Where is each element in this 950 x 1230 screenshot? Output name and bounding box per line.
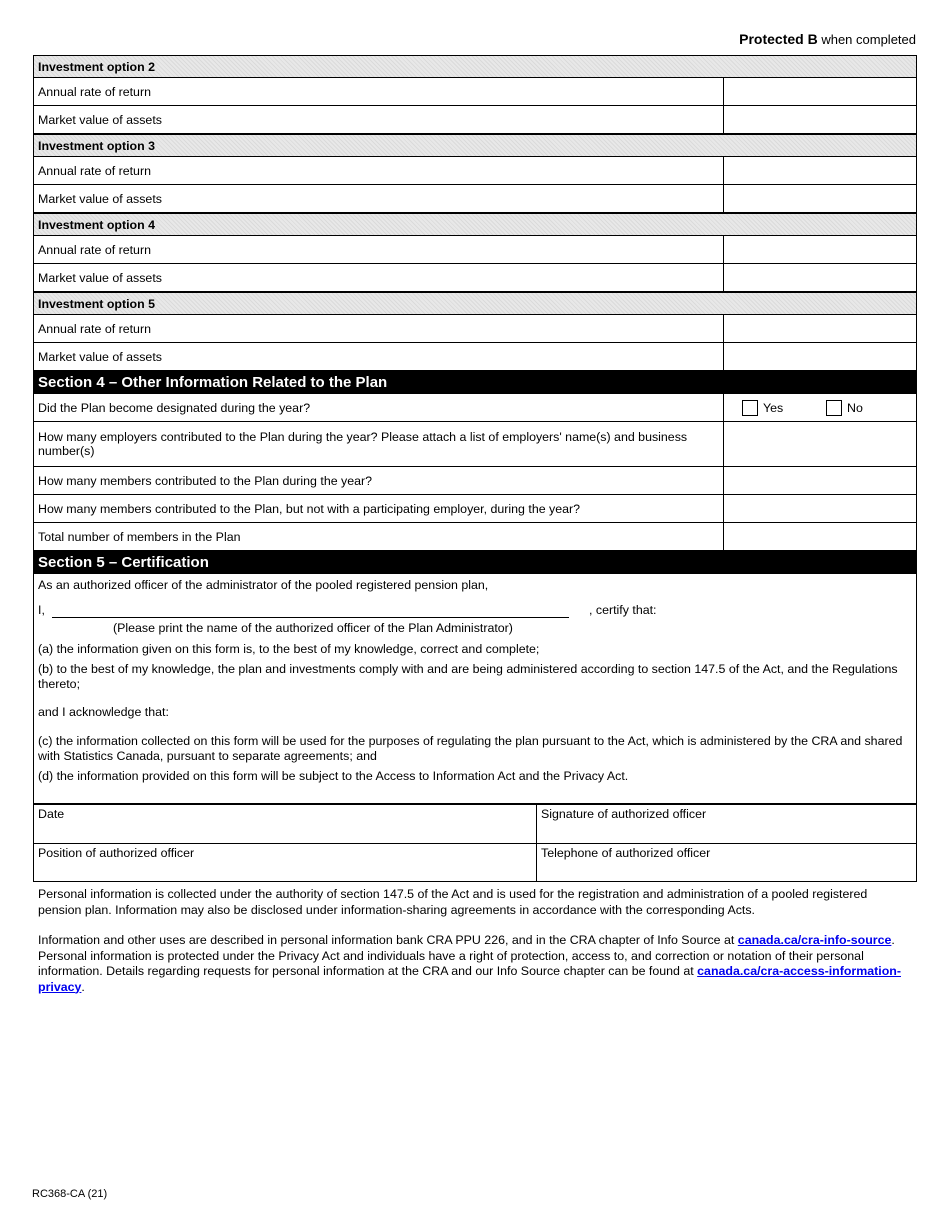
annual-rate-field-5[interactable] (723, 315, 916, 342)
investment-option-3-header: Investment option 3 (33, 134, 917, 157)
annual-rate-field-2[interactable] (723, 78, 916, 105)
members-nonparticipating-question: How many members contributed to the Plan, but not with a participating employer, during the year? (38, 501, 581, 516)
row-label: Annual rate of return (38, 242, 151, 257)
privacy-paragraph-2 (38, 933, 908, 995)
access-privacy-link[interactable]: canada.ca/cra-access-information-privacy (38, 964, 901, 994)
market-value-field-5[interactable] (723, 343, 916, 370)
table-row (33, 106, 917, 134)
date-label: Date (38, 807, 65, 821)
certification-block (33, 574, 917, 804)
table-row (33, 422, 917, 467)
members-count-field[interactable] (723, 467, 916, 494)
members-question: How many members contributed to the Plan during the year? (38, 473, 373, 488)
market-value-field-4[interactable] (723, 264, 916, 291)
telephone-field[interactable] (537, 843, 916, 881)
no-checkbox[interactable] (826, 400, 842, 416)
cert-intro: As an authorized officer of the administrator of the pooled registered pension plan, (38, 578, 489, 592)
table-row (33, 495, 917, 523)
position-field[interactable] (34, 843, 537, 881)
row-label: Annual rate of return (38, 84, 151, 99)
protected-label: Protected B (739, 31, 818, 47)
officer-name-line (38, 599, 912, 621)
signature-field[interactable] (537, 805, 916, 843)
table-row (33, 236, 917, 264)
employers-question: How many employers contributed to the Plan during the year? Please attach a list of employers' name(s) and business number(s) (38, 430, 688, 458)
privacy-text-b: . Personal information is protected under the Privacy Act and individuals have a right of protection, access to, and correction or notation of their personal information. Details regarding requests for personal information at the CRA and our Info Source chapter can be found at (38, 933, 895, 978)
position-label: Position of authorized officer (38, 846, 195, 860)
table-row (33, 467, 917, 495)
section-4-header: Section 4 – Other Information Related to the Plan (33, 371, 917, 394)
total-members-field[interactable] (723, 523, 916, 550)
table-row (33, 523, 917, 551)
investment-option-5-header: Investment option 5 (33, 292, 917, 315)
row-label: Annual rate of return (38, 163, 151, 178)
annual-rate-field-3[interactable] (723, 157, 916, 184)
table-row (33, 185, 917, 213)
table-row (33, 394, 917, 422)
yes-option[interactable] (742, 400, 826, 416)
info-source-link[interactable]: canada.ca/cra-info-source (737, 933, 892, 947)
officer-name-note: (Please print the name of the authorized officer of the Plan Administrator) (113, 621, 513, 635)
protected-b-notice (739, 31, 916, 47)
employers-count-field[interactable] (723, 422, 916, 466)
table-row (33, 343, 917, 371)
signature-label: Signature of authorized officer (541, 807, 707, 821)
cert-item-d: (d) the information provided on this form will be subject to the Access to Information Act and the Privacy Act. (38, 769, 629, 783)
table-row (33, 157, 917, 185)
pension-form (33, 55, 917, 882)
privacy-text-a: Information and other uses are described in personal information bank CRA PPU 226, and in the CRA chapter of Info Source at (38, 933, 738, 947)
row-label: Market value of assets (38, 112, 162, 127)
no-label: No (847, 400, 863, 415)
protected-suffix: when completed (821, 32, 916, 47)
market-value-field-2[interactable] (723, 106, 916, 133)
designated-choice (723, 394, 916, 421)
officer-name-field[interactable] (52, 617, 569, 618)
row-label: Annual rate of return (38, 321, 151, 336)
privacy-text-c: . (81, 979, 85, 994)
privacy-paragraph-1: Personal information is collected under the authority of section 147.5 of the Act and is used for the registration and administration of a pooled registered pension plan. Information may also be disclosed under information-sharing agreements in accordance with the corresponding Acts. (38, 887, 868, 917)
investment-option-4-header: Investment option 4 (33, 213, 917, 236)
row-label: Market value of assets (38, 191, 162, 206)
table-row (33, 264, 917, 292)
cert-item-b: (b) to the best of my knowledge, the plan and investments comply with and are being administered according to section 147.5 of the Act, and the Regulations thereto; (38, 662, 898, 691)
telephone-label: Telephone of authorized officer (541, 846, 711, 860)
designated-question: Did the Plan become designated during the year? (38, 400, 311, 415)
row-label: Market value of assets (38, 349, 162, 364)
yes-checkbox[interactable] (742, 400, 758, 416)
date-field[interactable] (34, 805, 537, 843)
i-label: I, (38, 603, 45, 617)
no-option[interactable] (826, 400, 910, 416)
yes-label: Yes (763, 400, 784, 415)
investment-option-2-header: Investment option 2 (33, 55, 917, 78)
market-value-field-3[interactable] (723, 185, 916, 212)
members-nonparticipating-field[interactable] (723, 495, 916, 522)
signature-grid (33, 804, 917, 882)
row-label: Market value of assets (38, 270, 162, 285)
section-5-header: Section 5 – Certification (33, 551, 917, 574)
privacy-notice (38, 887, 908, 1010)
table-row (33, 78, 917, 106)
cert-item-c: (c) the information collected on this form will be used for the purposes of regulating the plan pursuant to the Act, which is administered by the CRA and shared with Statistics Canada, pursuant to separate agreements; and (38, 734, 903, 763)
certify-label: , certify that: (589, 603, 657, 617)
acknowledge-text: and I acknowledge that: (38, 705, 169, 719)
form-number: RC368-CA (21) (32, 1188, 108, 1200)
total-members-question: Total number of members in the Plan (38, 529, 241, 544)
cert-item-a: (a) the information given on this form is, to the best of my knowledge, correct and complete; (38, 642, 540, 656)
annual-rate-field-4[interactable] (723, 236, 916, 263)
table-row (33, 315, 917, 343)
